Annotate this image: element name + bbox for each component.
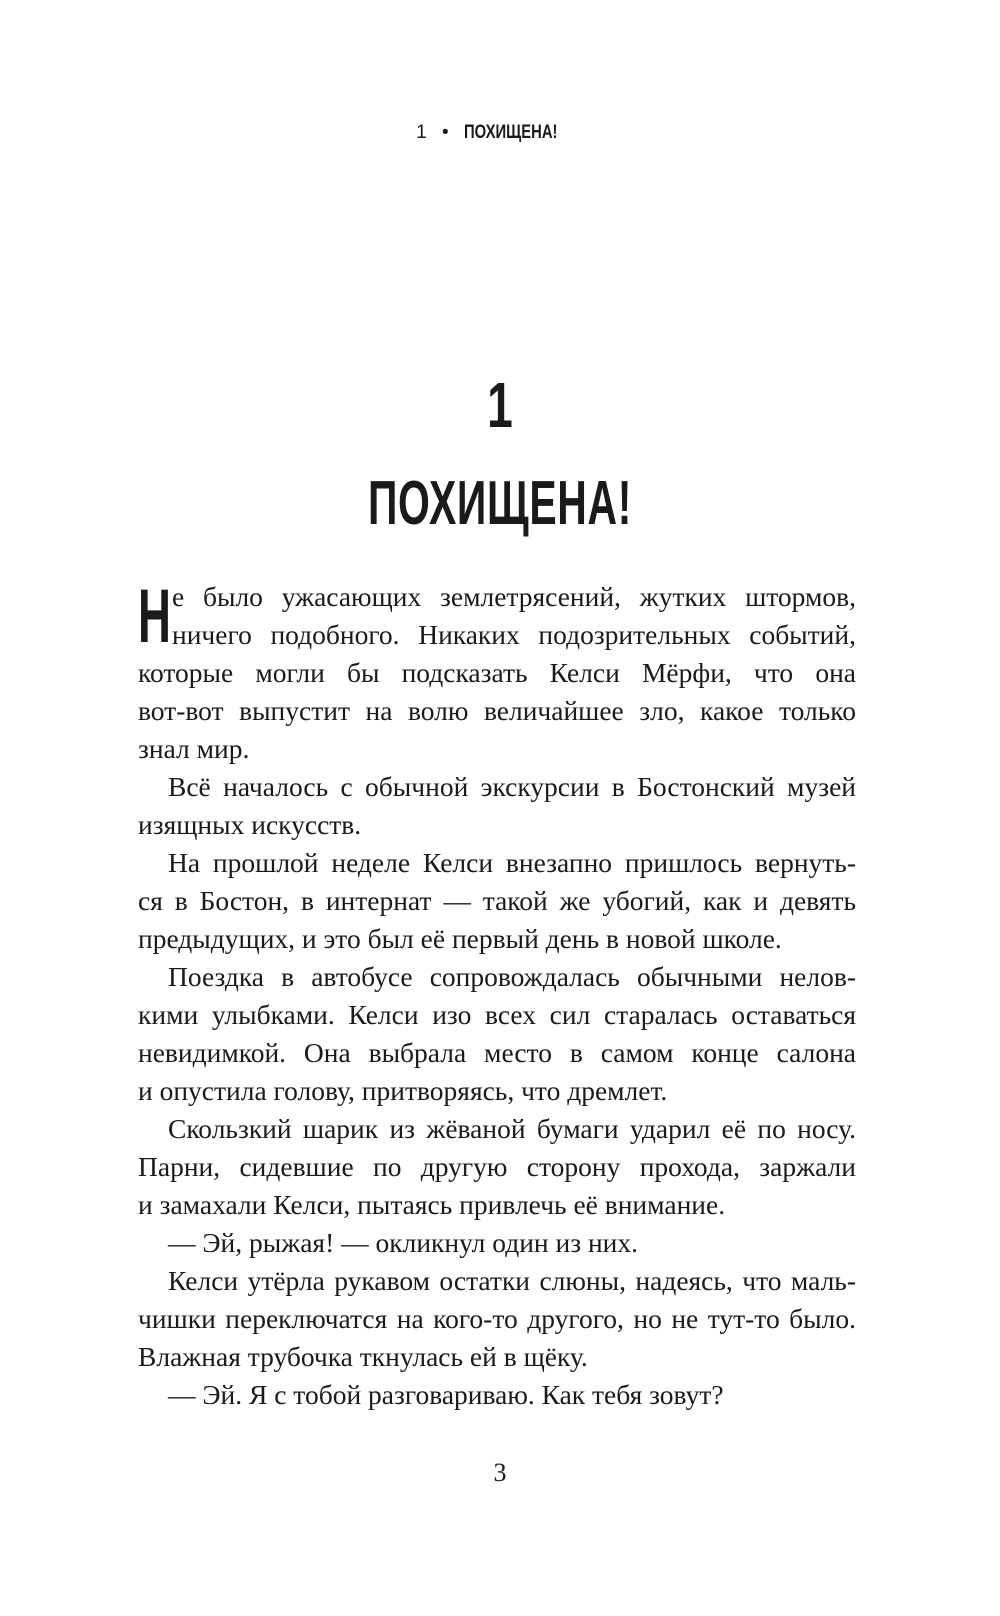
text-line: предыдущих, и это был её первый день в новой школе. — [138, 923, 782, 954]
text-line: знал мир. — [138, 733, 250, 764]
text-line: ся в Бостон, в интернат — такой же убогий, как и девять — [138, 885, 856, 916]
text-line: и опустила голову, притворяясь, что дремлет. — [138, 1075, 668, 1106]
text-line: вот-вот выпустит на волю величайшее зло, какое только — [138, 695, 856, 726]
text-line: Поездка в автобусе сопровождалась обычными нелов- — [168, 961, 856, 992]
text-line: чишки переключатся на кого-то другого, но не тут-то было. — [138, 1303, 856, 1334]
chapter-number: 1 — [487, 369, 513, 441]
text-line: Парни, сидевшие по другую сторону прохода, заржали — [138, 1151, 856, 1182]
drop-cap: Н — [138, 574, 171, 659]
running-head-chapter-number: 1 — [416, 122, 427, 143]
text-line: кими улыбками. Келси изо всех сил старалась оставаться — [138, 999, 856, 1030]
running-head — [0, 122, 1000, 144]
text-line: Келси утёрла рукавом остатки слюны, надеясь, что маль- — [168, 1265, 856, 1296]
running-head-title: ПОХИЩЕНА! — [463, 122, 558, 143]
text-line: — Эй, рыжая! — окликнул один из них. — [168, 1227, 639, 1258]
text-line: невидимкой. Она выбрала место в самом конце салона — [138, 1037, 856, 1068]
chapter-title: ПОХИЩЕНА! — [367, 469, 633, 538]
running-head-separator: • — [442, 122, 449, 143]
text-line: ничего подобного. Никаких подозрительных событий, — [172, 619, 856, 650]
text-line: — Эй. Я с тобой разговариваю. Как тебя зовут? — [168, 1379, 724, 1410]
text-line: которые могли бы подсказать Келси Мёрфи, что она — [138, 657, 856, 688]
body-text — [138, 574, 856, 1414]
text-line: изящных искусств. — [138, 809, 362, 840]
text-line: Влажная трубочка ткнулась ей в щёку. — [138, 1341, 588, 1372]
text-line: и замахали Келси, пытаясь привлечь её внимание. — [138, 1189, 726, 1220]
text-line: е было ужасающих землетрясений, жутких штормов, — [172, 581, 856, 612]
page-number: 3 — [493, 1458, 507, 1487]
text-line: Всё началось с обычной экскурсии в Бостонский музей — [168, 771, 856, 802]
text-line: На прошлой неделе Келси внезапно пришлось вернуть- — [168, 847, 856, 878]
text-line: Скользкий шарик из жёваной бумаги ударил её по носу. — [168, 1113, 856, 1144]
